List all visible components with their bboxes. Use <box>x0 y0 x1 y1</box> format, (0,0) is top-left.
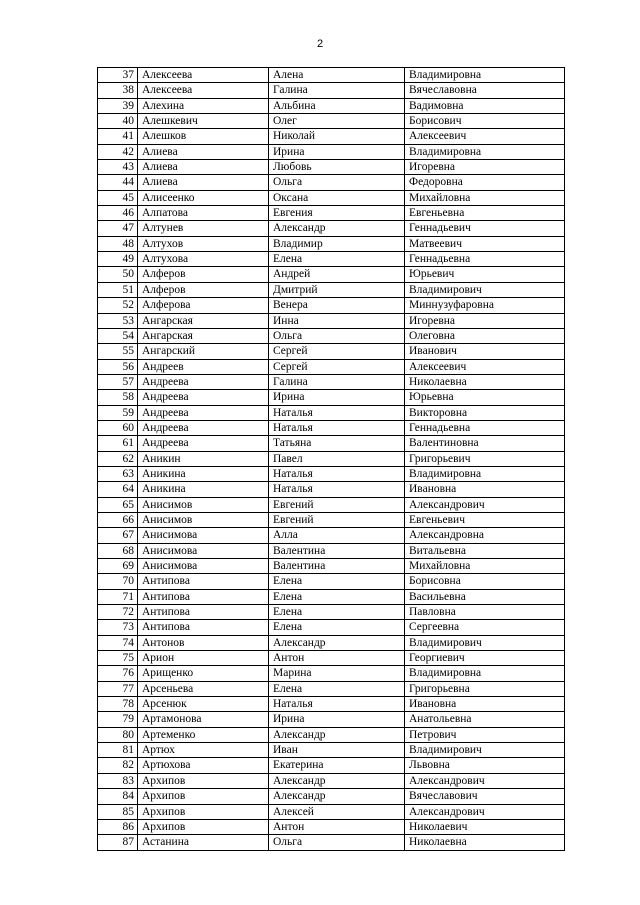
first-name-cell: Алексей <box>269 804 405 819</box>
surname-cell: Арсенюк <box>138 697 269 712</box>
patronymic-cell: Иванович <box>405 344 565 359</box>
row-number: 74 <box>98 635 138 650</box>
first-name-cell: Инна <box>269 313 405 328</box>
row-number: 71 <box>98 589 138 604</box>
first-name-cell: Павел <box>269 451 405 466</box>
table-row <box>98 68 565 83</box>
patronymic-cell: Ивановна <box>405 697 565 712</box>
table-row <box>98 543 565 558</box>
patronymic-cell: Миннузуфаровна <box>405 298 565 313</box>
first-name-cell: Венера <box>269 298 405 313</box>
table-row <box>98 605 565 620</box>
row-number: 83 <box>98 773 138 788</box>
surname-cell: Антипова <box>138 620 269 635</box>
row-number: 45 <box>98 190 138 205</box>
surname-cell: Артамонова <box>138 712 269 727</box>
table-row <box>98 758 565 773</box>
table-row <box>98 819 565 834</box>
row-number: 62 <box>98 451 138 466</box>
first-name-cell: Евгений <box>269 497 405 512</box>
table-row <box>98 160 565 175</box>
row-number: 42 <box>98 144 138 159</box>
surname-cell: Антонов <box>138 635 269 650</box>
table-row <box>98 835 565 850</box>
surname-cell: Артеменко <box>138 727 269 742</box>
surname-cell: Андреева <box>138 390 269 405</box>
table-row <box>98 574 565 589</box>
table-row <box>98 512 565 527</box>
first-name-cell: Елена <box>269 681 405 696</box>
table-row <box>98 651 565 666</box>
row-number: 75 <box>98 651 138 666</box>
table-row <box>98 436 565 451</box>
row-number: 78 <box>98 697 138 712</box>
surname-cell: Анисимова <box>138 528 269 543</box>
table-row <box>98 743 565 758</box>
row-number: 43 <box>98 160 138 175</box>
surname-cell: Алферова <box>138 298 269 313</box>
row-number: 81 <box>98 743 138 758</box>
patronymic-cell: Владимировна <box>405 666 565 681</box>
table-row <box>98 328 565 343</box>
table-row <box>98 497 565 512</box>
first-name-cell: Наталья <box>269 697 405 712</box>
surname-cell: Алешков <box>138 129 269 144</box>
surname-cell: Алексеева <box>138 83 269 98</box>
patronymic-cell: Владимирович <box>405 743 565 758</box>
table-row <box>98 236 565 251</box>
patronymic-cell: Львовна <box>405 758 565 773</box>
first-name-cell: Ирина <box>269 712 405 727</box>
surname-cell: Алтунев <box>138 221 269 236</box>
patronymic-cell: Григорьевна <box>405 681 565 696</box>
surname-cell: Арищенко <box>138 666 269 681</box>
row-number: 48 <box>98 236 138 251</box>
table-row <box>98 374 565 389</box>
first-name-cell: Евгений <box>269 512 405 527</box>
table-row <box>98 221 565 236</box>
table-row <box>98 359 565 374</box>
row-number: 44 <box>98 175 138 190</box>
surname-cell: Алиева <box>138 144 269 159</box>
patronymic-cell: Владимировна <box>405 144 565 159</box>
first-name-cell: Наталья <box>269 405 405 420</box>
row-number: 57 <box>98 374 138 389</box>
table-row <box>98 298 565 313</box>
row-number: 77 <box>98 681 138 696</box>
first-name-cell: Алена <box>269 68 405 83</box>
table-row <box>98 789 565 804</box>
patronymic-cell: Викторовна <box>405 405 565 420</box>
row-number: 73 <box>98 620 138 635</box>
surname-cell: Анисимов <box>138 512 269 527</box>
row-number: 50 <box>98 267 138 282</box>
table-row <box>98 405 565 420</box>
patronymic-cell: Алексеевич <box>405 359 565 374</box>
first-name-cell: Александр <box>269 727 405 742</box>
patronymic-cell: Евгеньевна <box>405 206 565 221</box>
table-row <box>98 190 565 205</box>
row-number: 64 <box>98 482 138 497</box>
table-row <box>98 83 565 98</box>
row-number: 65 <box>98 497 138 512</box>
row-number: 72 <box>98 605 138 620</box>
surname-cell: Анисимов <box>138 497 269 512</box>
row-number: 84 <box>98 789 138 804</box>
row-number: 86 <box>98 819 138 834</box>
surname-cell: Алпатова <box>138 206 269 221</box>
patronymic-cell: Васильевна <box>405 589 565 604</box>
row-number: 54 <box>98 328 138 343</box>
patronymic-cell: Владимировна <box>405 466 565 481</box>
surname-cell: Артюх <box>138 743 269 758</box>
first-name-cell: Александр <box>269 635 405 650</box>
table-row <box>98 528 565 543</box>
first-name-cell: Елена <box>269 589 405 604</box>
row-number: 58 <box>98 390 138 405</box>
first-name-cell: Иван <box>269 743 405 758</box>
row-number: 66 <box>98 512 138 527</box>
surname-cell: Аникина <box>138 466 269 481</box>
patronymic-cell: Александрович <box>405 773 565 788</box>
patronymic-cell: Игоревна <box>405 313 565 328</box>
first-name-cell: Елена <box>269 252 405 267</box>
first-name-cell: Владимир <box>269 236 405 251</box>
row-number: 56 <box>98 359 138 374</box>
patronymic-cell: Григорьевич <box>405 451 565 466</box>
patronymic-cell: Алексеевич <box>405 129 565 144</box>
row-number: 59 <box>98 405 138 420</box>
patronymic-cell: Михайловна <box>405 190 565 205</box>
first-name-cell: Наталья <box>269 466 405 481</box>
surname-cell: Архипов <box>138 819 269 834</box>
row-number: 70 <box>98 574 138 589</box>
table-row <box>98 620 565 635</box>
patronymic-cell: Александрович <box>405 497 565 512</box>
patronymic-cell: Матвеевич <box>405 236 565 251</box>
first-name-cell: Валентина <box>269 543 405 558</box>
surname-cell: Алиева <box>138 175 269 190</box>
patronymic-cell: Владимирович <box>405 282 565 297</box>
surname-cell: Алисеенко <box>138 190 269 205</box>
surname-cell: Арион <box>138 651 269 666</box>
surname-cell: Алтухова <box>138 252 269 267</box>
table-row <box>98 666 565 681</box>
first-name-cell: Наталья <box>269 482 405 497</box>
patronymic-cell: Олеговна <box>405 328 565 343</box>
patronymic-cell: Николаевна <box>405 374 565 389</box>
surname-cell: Антипова <box>138 574 269 589</box>
patronymic-cell: Павловна <box>405 605 565 620</box>
surname-cell: Астанина <box>138 835 269 850</box>
patronymic-cell: Вадимовна <box>405 98 565 113</box>
surname-cell: Арсеньева <box>138 681 269 696</box>
patronymic-cell: Вячеславович <box>405 789 565 804</box>
surname-cell: Алиева <box>138 160 269 175</box>
surname-cell: Анисимова <box>138 543 269 558</box>
patronymic-cell: Игоревна <box>405 160 565 175</box>
patronymic-cell: Георгиевич <box>405 651 565 666</box>
surname-cell: Алферов <box>138 282 269 297</box>
row-number: 55 <box>98 344 138 359</box>
row-number: 87 <box>98 835 138 850</box>
names-table-body <box>98 68 565 851</box>
row-number: 76 <box>98 666 138 681</box>
table-row <box>98 175 565 190</box>
table-row <box>98 144 565 159</box>
row-number: 82 <box>98 758 138 773</box>
row-number: 67 <box>98 528 138 543</box>
first-name-cell: Александр <box>269 221 405 236</box>
patronymic-cell: Александрович <box>405 804 565 819</box>
row-number: 60 <box>98 420 138 435</box>
patronymic-cell: Борисовна <box>405 574 565 589</box>
row-number: 41 <box>98 129 138 144</box>
patronymic-cell: Сергеевна <box>405 620 565 635</box>
first-name-cell: Ольга <box>269 835 405 850</box>
table-row <box>98 313 565 328</box>
first-name-cell: Ирина <box>269 390 405 405</box>
table-row <box>98 559 565 574</box>
patronymic-cell: Федоровна <box>405 175 565 190</box>
surname-cell: Андреева <box>138 405 269 420</box>
patronymic-cell: Николаевна <box>405 835 565 850</box>
row-number: 46 <box>98 206 138 221</box>
surname-cell: Антипова <box>138 605 269 620</box>
first-name-cell: Ольга <box>269 328 405 343</box>
first-name-cell: Наталья <box>269 420 405 435</box>
surname-cell: Алехина <box>138 98 269 113</box>
row-number: 79 <box>98 712 138 727</box>
patronymic-cell: Юрьевна <box>405 390 565 405</box>
first-name-cell: Сергей <box>269 359 405 374</box>
row-number: 80 <box>98 727 138 742</box>
first-name-cell: Елена <box>269 620 405 635</box>
patronymic-cell: Геннадьевна <box>405 252 565 267</box>
first-name-cell: Альбина <box>269 98 405 113</box>
table-row <box>98 697 565 712</box>
first-name-cell: Елена <box>269 574 405 589</box>
patronymic-cell: Владимировна <box>405 68 565 83</box>
surname-cell: Аникин <box>138 451 269 466</box>
page-number: 2 <box>316 38 324 50</box>
table-row <box>98 129 565 144</box>
table-row <box>98 727 565 742</box>
row-number: 61 <box>98 436 138 451</box>
table-row <box>98 252 565 267</box>
first-name-cell: Алла <box>269 528 405 543</box>
surname-cell: Аникина <box>138 482 269 497</box>
table-row <box>98 344 565 359</box>
patronymic-cell: Михайловна <box>405 559 565 574</box>
surname-cell: Архипов <box>138 773 269 788</box>
table-row <box>98 681 565 696</box>
surname-cell: Алтухов <box>138 236 269 251</box>
first-name-cell: Екатерина <box>269 758 405 773</box>
table-row <box>98 466 565 481</box>
surname-cell: Андреева <box>138 374 269 389</box>
surname-cell: Андреева <box>138 436 269 451</box>
surname-cell: Архипов <box>138 789 269 804</box>
row-number: 49 <box>98 252 138 267</box>
patronymic-cell: Александровна <box>405 528 565 543</box>
patronymic-cell: Витальевна <box>405 543 565 558</box>
table-row <box>98 589 565 604</box>
first-name-cell: Антон <box>269 819 405 834</box>
patronymic-cell: Ивановна <box>405 482 565 497</box>
patronymic-cell: Евгеньевич <box>405 512 565 527</box>
surname-cell: Алексеева <box>138 68 269 83</box>
first-name-cell: Николай <box>269 129 405 144</box>
patronymic-cell: Геннадьевич <box>405 221 565 236</box>
table-row <box>98 635 565 650</box>
first-name-cell: Любовь <box>269 160 405 175</box>
row-number: 53 <box>98 313 138 328</box>
patronymic-cell: Юрьевич <box>405 267 565 282</box>
patronymic-cell: Вячеславовна <box>405 83 565 98</box>
row-number: 85 <box>98 804 138 819</box>
surname-cell: Архипов <box>138 804 269 819</box>
patronymic-cell: Владимирович <box>405 635 565 650</box>
first-name-cell: Сергей <box>269 344 405 359</box>
table-row <box>98 282 565 297</box>
row-number: 37 <box>98 68 138 83</box>
first-name-cell: Олег <box>269 114 405 129</box>
first-name-cell: Оксана <box>269 190 405 205</box>
first-name-cell: Евгения <box>269 206 405 221</box>
table-row <box>98 390 565 405</box>
surname-cell: Антипова <box>138 589 269 604</box>
row-number: 47 <box>98 221 138 236</box>
surname-cell: Алферов <box>138 267 269 282</box>
table-row <box>98 206 565 221</box>
first-name-cell: Александр <box>269 789 405 804</box>
table-row <box>98 114 565 129</box>
first-name-cell: Ирина <box>269 144 405 159</box>
row-number: 68 <box>98 543 138 558</box>
first-name-cell: Александр <box>269 773 405 788</box>
table-row <box>98 773 565 788</box>
table-row <box>98 712 565 727</box>
first-name-cell: Андрей <box>269 267 405 282</box>
first-name-cell: Антон <box>269 651 405 666</box>
patronymic-cell: Борисович <box>405 114 565 129</box>
row-number: 40 <box>98 114 138 129</box>
first-name-cell: Елена <box>269 605 405 620</box>
table-row <box>98 482 565 497</box>
row-number: 38 <box>98 83 138 98</box>
patronymic-cell: Анатольевна <box>405 712 565 727</box>
row-number: 52 <box>98 298 138 313</box>
surname-cell: Анисимова <box>138 559 269 574</box>
table-row <box>98 804 565 819</box>
table-row <box>98 98 565 113</box>
row-number: 63 <box>98 466 138 481</box>
table-row <box>98 420 565 435</box>
row-number: 51 <box>98 282 138 297</box>
first-name-cell: Валентина <box>269 559 405 574</box>
patronymic-cell: Валентиновна <box>405 436 565 451</box>
first-name-cell: Ольга <box>269 175 405 190</box>
table-row <box>98 267 565 282</box>
row-number: 39 <box>98 98 138 113</box>
surname-cell: Алешкевич <box>138 114 269 129</box>
surname-cell: Андреева <box>138 420 269 435</box>
patronymic-cell: Геннадьевна <box>405 420 565 435</box>
first-name-cell: Дмитрий <box>269 282 405 297</box>
first-name-cell: Татьяна <box>269 436 405 451</box>
patronymic-cell: Николаевич <box>405 819 565 834</box>
surname-cell: Артюхова <box>138 758 269 773</box>
first-name-cell: Галина <box>269 374 405 389</box>
first-name-cell: Галина <box>269 83 405 98</box>
first-name-cell: Марина <box>269 666 405 681</box>
row-number: 69 <box>98 559 138 574</box>
patronymic-cell: Петрович <box>405 727 565 742</box>
surname-cell: Ангарский <box>138 344 269 359</box>
surname-cell: Андреев <box>138 359 269 374</box>
table-row <box>98 451 565 466</box>
surname-cell: Ангарская <box>138 313 269 328</box>
names-table <box>97 67 565 851</box>
surname-cell: Ангарская <box>138 328 269 343</box>
